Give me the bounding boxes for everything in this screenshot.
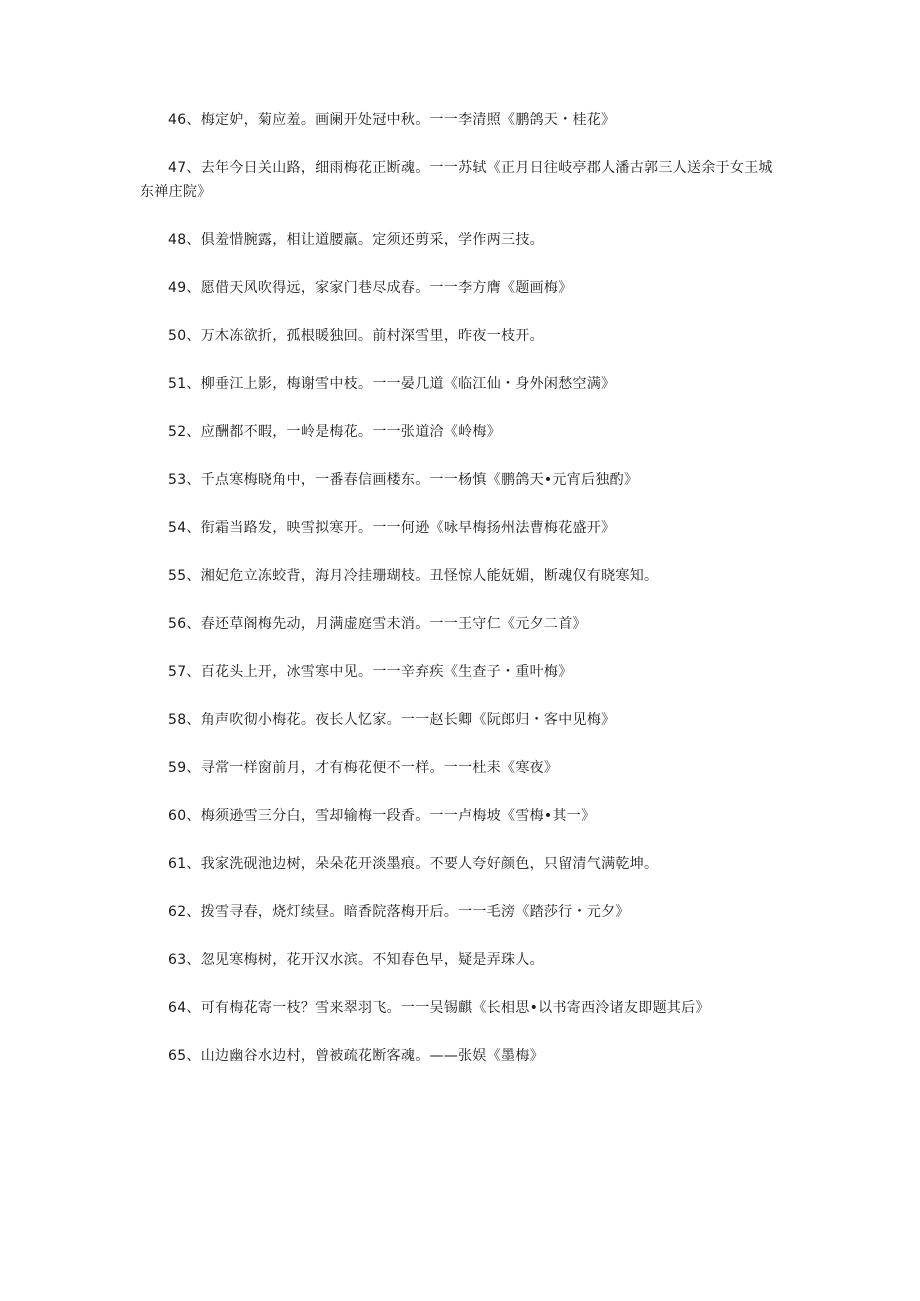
entry-text: 千点寒梅晓角中，一番春信画楼东。一一杨慎《鹏鸽天•元宵后独酌》 [200, 472, 639, 488]
entry-text: 梅定妒，菊应羞。画阑开处冠中秋。一一李清照《鹏鸽天・桂花》 [200, 112, 616, 128]
entry-number: 61、 [168, 856, 201, 872]
list-item [140, 516, 780, 540]
list-item [140, 324, 780, 348]
entry-number: 54、 [168, 520, 201, 536]
entry-text: 春还草阁梅先动，月满虚庭雪未消。一一王守仁《元夕二首》 [200, 616, 587, 632]
entry-number: 64、 [168, 1000, 201, 1016]
list-item [140, 612, 780, 636]
entry-text: 拨雪寻春，烧灯续昼。暗香院落梅开后。一一毛滂《踏莎行・元夕》 [200, 904, 630, 920]
list-item [140, 708, 780, 732]
list-item [140, 564, 780, 588]
list-item [140, 804, 780, 828]
entry-text: 可有梅花寄一枝？雪来翠羽飞。一一吴锡麒《长相思•以书寄西泠诸友即题其后》 [200, 1000, 710, 1016]
list-item [140, 948, 780, 972]
entry-number: 52、 [168, 424, 201, 440]
list-item [140, 756, 780, 780]
entry-number: 49、 [168, 280, 201, 296]
entry-text: 我家洗砚池边树，朵朵花开淡墨痕。不要人夸好颜色，只留清气满乾坤。 [200, 856, 659, 872]
entry-text: 去年今日关山路，细雨梅花正断魂。一一苏轼《正月日往岐亭郡人潘古郭三人送余于女王城东禅庄院》 [140, 160, 773, 200]
entry-number: 47、 [168, 160, 201, 176]
entry-number: 51、 [168, 376, 201, 392]
entry-number: 55、 [168, 568, 201, 584]
entry-number: 56、 [168, 616, 201, 632]
entry-number: 59、 [168, 760, 201, 776]
list-item [140, 900, 780, 924]
document-body [140, 108, 780, 1092]
entry-number: 48、 [168, 232, 201, 248]
list-item [140, 852, 780, 876]
list-item [140, 156, 780, 204]
entry-text: 山边幽谷水边村，曾被疏花断客魂。——张娱《墨梅》 [200, 1048, 544, 1064]
entry-text: 万木冻欲折，孤根暖独回。前村深雪里，昨夜一枝开。 [200, 328, 544, 344]
list-item [140, 420, 780, 444]
entry-number: 53、 [168, 472, 201, 488]
entry-number: 62、 [168, 904, 201, 920]
entry-text: 梅须逊雪三分白，雪却输梅一段香。一一卢梅坡《雪梅•其一》 [200, 808, 596, 824]
entry-number: 60、 [168, 808, 201, 824]
entry-text: 寻常一样窗前月，才有梅花便不一样。一一杜耒《寒夜》 [200, 760, 559, 776]
entry-text: 湘妃危立冻蛟背，海月冷挂珊瑚枝。丑怪惊人能妩媚，断魂仅有晓寒知。 [200, 568, 659, 584]
entry-number: 57、 [168, 664, 201, 680]
entry-text: 角声吹彻小梅花。夜长人忆家。一一赵长卿《阮郎归・客中见梅》 [200, 712, 616, 728]
list-item [140, 276, 780, 300]
list-item [140, 996, 780, 1020]
entry-text: 百花头上开，冰雪寒中见。一一辛弃疾《生查子・重叶梅》 [200, 664, 573, 680]
entry-number: 63、 [168, 952, 201, 968]
entry-text: 柳垂江上影，梅谢雪中枝。一一晏几道《临江仙・身外闲愁空满》 [200, 376, 616, 392]
list-item [140, 372, 780, 396]
entry-text: 愿借天风吹得远，家家门巷尽成春。一一李方膺《题画梅》 [200, 280, 573, 296]
entry-number: 58、 [168, 712, 201, 728]
list-item [140, 228, 780, 252]
entry-text: 应酬都不暇，一岭是梅花。一一张道洽《岭梅》 [200, 424, 502, 440]
entry-text: 俱羞惜腕露，相让道腰羸。定须还剪采，学作两三技。 [200, 232, 544, 248]
entry-text: 忽见寒梅树，花开汉水滨。不知春色早，疑是弄珠人。 [200, 952, 544, 968]
list-item [140, 660, 780, 684]
entry-number: 50、 [168, 328, 201, 344]
entry-text: 衔霜当路发，映雪拟寒开。一一何逊《咏早梅扬州法曹梅花盛开》 [200, 520, 616, 536]
list-item [140, 1044, 780, 1068]
list-item [140, 108, 780, 132]
entry-number: 65、 [168, 1048, 201, 1064]
entry-number: 46、 [168, 112, 201, 128]
list-item [140, 468, 780, 492]
